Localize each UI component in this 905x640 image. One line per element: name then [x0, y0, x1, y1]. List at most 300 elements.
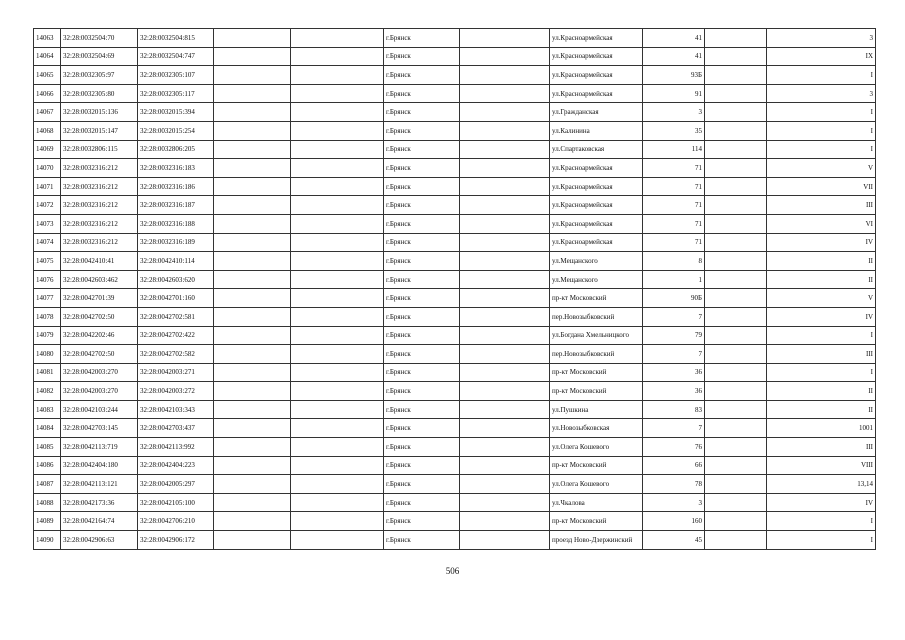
table-row [34, 307, 876, 326]
table-row [34, 456, 876, 475]
cell-cadastral-number-parcel: 32:28:0032504:70 [61, 29, 138, 48]
cell-empty [291, 345, 384, 364]
table-row [34, 326, 876, 345]
cell-empty [214, 307, 291, 326]
cell-empty [705, 103, 767, 122]
cell-cadastral-number-object: 32:28:0042703:437 [138, 419, 214, 438]
cell-record-number: 14063 [34, 29, 61, 48]
cell-cadastral-number-object: 32:28:0032305:117 [138, 84, 214, 103]
cell-empty [291, 233, 384, 252]
cell-street: ул.Мещанского [550, 252, 643, 271]
cell-house-number: 7 [643, 345, 705, 364]
table-row [34, 400, 876, 419]
cell-city: г.Брянск [384, 400, 460, 419]
cell-house-number: 45 [643, 531, 705, 550]
cell-cadastral-number-parcel: 32:28:0042404:180 [61, 456, 138, 475]
cell-record-number: 14078 [34, 307, 61, 326]
cell-empty [291, 512, 384, 531]
cell-street: пр-кт Московский [550, 512, 643, 531]
cell-empty [214, 196, 291, 215]
cell-empty [705, 159, 767, 178]
cell-premises-number: 1001 [767, 419, 876, 438]
cell-house-number: 8 [643, 252, 705, 271]
cell-empty [214, 438, 291, 457]
cell-cadastral-number-parcel: 32:28:0032316:212 [61, 214, 138, 233]
cell-cadastral-number-object: 32:28:0032015:254 [138, 121, 214, 140]
table-row [34, 159, 876, 178]
cell-record-number: 14067 [34, 103, 61, 122]
table-row [34, 438, 876, 457]
cell-cadastral-number-parcel: 32:28:0032015:136 [61, 103, 138, 122]
cell-cadastral-number-parcel: 32:28:0032806:115 [61, 140, 138, 159]
table-row [34, 214, 876, 233]
cell-house-number: 76 [643, 438, 705, 457]
cell-cadastral-number-object: 32:28:0042410:114 [138, 252, 214, 271]
cell-street: ул.Гражданская [550, 103, 643, 122]
cell-empty [460, 512, 550, 531]
cell-record-number: 14073 [34, 214, 61, 233]
cell-cadastral-number-parcel: 32:28:0042113:719 [61, 438, 138, 457]
cell-street: ул.Красноармейская [550, 47, 643, 66]
cell-empty [460, 270, 550, 289]
cell-empty [705, 84, 767, 103]
page-number: 506 [445, 566, 460, 576]
cell-house-number: 71 [643, 233, 705, 252]
cell-record-number: 14065 [34, 66, 61, 85]
cell-premises-number: I [767, 363, 876, 382]
cell-cadastral-number-object: 32:28:0032504:747 [138, 47, 214, 66]
cell-house-number: 93Б [643, 66, 705, 85]
cell-street: ул.Красноармейская [550, 84, 643, 103]
cell-empty [214, 233, 291, 252]
table-row [34, 103, 876, 122]
cell-premises-number: I [767, 121, 876, 140]
cell-record-number: 14070 [34, 159, 61, 178]
cell-cadastral-number-object: 32:28:0042603:620 [138, 270, 214, 289]
cell-empty [460, 382, 550, 401]
cell-empty [460, 159, 550, 178]
cell-city: г.Брянск [384, 159, 460, 178]
table-row [34, 47, 876, 66]
cell-street: ул.Мещанского [550, 270, 643, 289]
cell-cadastral-number-parcel: 32:28:0042702:50 [61, 345, 138, 364]
table-row [34, 345, 876, 364]
cell-empty [460, 438, 550, 457]
cell-street: ул.Пушкина [550, 400, 643, 419]
table-row [34, 475, 876, 494]
cell-premises-number: III [767, 345, 876, 364]
cell-record-number: 14084 [34, 419, 61, 438]
cell-street: ул.Чкалова [550, 493, 643, 512]
cell-empty [705, 456, 767, 475]
cell-cadastral-number-parcel: 32:28:0042202:46 [61, 326, 138, 345]
cell-street: пр-кт Московский [550, 289, 643, 308]
cell-cadastral-number-object: 32:28:0032504:815 [138, 29, 214, 48]
cell-city: г.Брянск [384, 66, 460, 85]
table-row [34, 177, 876, 196]
cell-empty [291, 363, 384, 382]
cell-record-number: 14082 [34, 382, 61, 401]
cell-city: г.Брянск [384, 456, 460, 475]
cell-empty [460, 84, 550, 103]
cell-house-number: 36 [643, 363, 705, 382]
cell-cadastral-number-parcel: 32:28:0042003:270 [61, 363, 138, 382]
cell-street: ул.Красноармейская [550, 159, 643, 178]
cell-cadastral-number-object: 32:28:0032316:189 [138, 233, 214, 252]
cell-empty [291, 196, 384, 215]
cell-house-number: 78 [643, 475, 705, 494]
cell-empty [214, 382, 291, 401]
cell-cadastral-number-object: 32:28:0042003:272 [138, 382, 214, 401]
cell-record-number: 14064 [34, 47, 61, 66]
cell-empty [705, 345, 767, 364]
cell-house-number: 3 [643, 103, 705, 122]
cell-empty [460, 475, 550, 494]
cell-record-number: 14069 [34, 140, 61, 159]
cell-premises-number: II [767, 400, 876, 419]
cell-cadastral-number-parcel: 32:28:0042103:244 [61, 400, 138, 419]
cell-city: г.Брянск [384, 382, 460, 401]
cell-record-number: 14089 [34, 512, 61, 531]
cell-empty [291, 307, 384, 326]
cell-empty [291, 419, 384, 438]
cell-house-number: 160 [643, 512, 705, 531]
cell-cadastral-number-parcel: 32:28:0032305:97 [61, 66, 138, 85]
cell-empty [291, 47, 384, 66]
cell-empty [460, 326, 550, 345]
cell-empty [460, 419, 550, 438]
cell-cadastral-number-parcel: 32:28:0032316:212 [61, 233, 138, 252]
cell-empty [214, 363, 291, 382]
cell-empty [291, 140, 384, 159]
cell-cadastral-number-parcel: 32:28:0032316:212 [61, 177, 138, 196]
cell-record-number: 14071 [34, 177, 61, 196]
cell-city: г.Брянск [384, 270, 460, 289]
cell-empty [214, 159, 291, 178]
cell-empty [705, 66, 767, 85]
cell-house-number: 7 [643, 307, 705, 326]
table-row [34, 363, 876, 382]
cell-empty [291, 29, 384, 48]
cell-cadastral-number-parcel: 32:28:0042906:63 [61, 531, 138, 550]
cadastral-register-table [33, 28, 876, 550]
cell-cadastral-number-object: 32:28:0042906:172 [138, 531, 214, 550]
cell-house-number: 114 [643, 140, 705, 159]
cell-record-number: 14086 [34, 456, 61, 475]
table-row [34, 512, 876, 531]
cell-empty [214, 475, 291, 494]
cell-empty [214, 29, 291, 48]
table-row [34, 140, 876, 159]
cell-empty [291, 456, 384, 475]
cell-cadastral-number-object: 32:28:0032015:394 [138, 103, 214, 122]
cell-premises-number: III [767, 438, 876, 457]
cell-empty [214, 121, 291, 140]
cell-empty [460, 233, 550, 252]
cell-empty [214, 47, 291, 66]
cell-premises-number: VIII [767, 456, 876, 475]
cell-house-number: 66 [643, 456, 705, 475]
cell-empty [214, 531, 291, 550]
cell-street: проезд Ново-Дзержинский [550, 531, 643, 550]
cell-house-number: 90Б [643, 289, 705, 308]
cell-empty [705, 177, 767, 196]
cell-street: ул.Красноармейская [550, 233, 643, 252]
cell-premises-number: I [767, 140, 876, 159]
cell-house-number: 71 [643, 196, 705, 215]
table-row [34, 270, 876, 289]
cell-premises-number: 3 [767, 84, 876, 103]
cell-street: пр-кт Московский [550, 456, 643, 475]
cell-empty [705, 252, 767, 271]
cell-record-number: 14077 [34, 289, 61, 308]
cell-empty [291, 159, 384, 178]
cell-cadastral-number-object: 32:28:0042105:100 [138, 493, 214, 512]
cell-empty [705, 382, 767, 401]
cell-city: г.Брянск [384, 363, 460, 382]
cell-house-number: 35 [643, 121, 705, 140]
cell-cadastral-number-parcel: 32:28:0042701:39 [61, 289, 138, 308]
cell-street: ул.Олега Кошевого [550, 475, 643, 494]
cell-empty [705, 233, 767, 252]
cell-record-number: 14080 [34, 345, 61, 364]
cell-empty [291, 252, 384, 271]
cell-empty [705, 47, 767, 66]
cell-cadastral-number-parcel: 32:28:0042113:121 [61, 475, 138, 494]
cell-city: г.Брянск [384, 252, 460, 271]
cell-empty [460, 103, 550, 122]
cell-house-number: 71 [643, 159, 705, 178]
cell-city: г.Брянск [384, 121, 460, 140]
cell-premises-number: III [767, 196, 876, 215]
cell-city: г.Брянск [384, 29, 460, 48]
cell-empty [705, 400, 767, 419]
cell-empty [705, 512, 767, 531]
cell-empty [291, 289, 384, 308]
table-row [34, 233, 876, 252]
cell-city: г.Брянск [384, 140, 460, 159]
cell-empty [460, 47, 550, 66]
cell-premises-number: II [767, 252, 876, 271]
cell-empty [460, 456, 550, 475]
cell-empty [214, 84, 291, 103]
cell-empty [291, 475, 384, 494]
cell-empty [214, 419, 291, 438]
cell-record-number: 14076 [34, 270, 61, 289]
cell-street: ул.Красноармейская [550, 214, 643, 233]
cell-street: ул.Красноармейская [550, 29, 643, 48]
cell-empty [214, 140, 291, 159]
cell-cadastral-number-object: 32:28:0032316:188 [138, 214, 214, 233]
table-row [34, 419, 876, 438]
cell-city: г.Брянск [384, 307, 460, 326]
cell-city: г.Брянск [384, 47, 460, 66]
cell-city: г.Брянск [384, 103, 460, 122]
cell-empty [291, 382, 384, 401]
cell-cadastral-number-parcel: 32:28:0042603:462 [61, 270, 138, 289]
cell-empty [705, 121, 767, 140]
cell-empty [214, 512, 291, 531]
cell-city: г.Брянск [384, 326, 460, 345]
cell-cadastral-number-parcel: 32:28:0042003:270 [61, 382, 138, 401]
cell-empty [214, 456, 291, 475]
cell-cadastral-number-object: 32:28:0042113:992 [138, 438, 214, 457]
cell-record-number: 14075 [34, 252, 61, 271]
cell-street: ул.Красноармейская [550, 66, 643, 85]
cell-street: пр-кт Московский [550, 363, 643, 382]
cell-cadastral-number-parcel: 32:28:0042173:36 [61, 493, 138, 512]
cell-premises-number: I [767, 512, 876, 531]
cell-empty [291, 66, 384, 85]
cell-empty [214, 326, 291, 345]
cell-premises-number: IV [767, 307, 876, 326]
cell-city: г.Брянск [384, 345, 460, 364]
cell-empty [705, 326, 767, 345]
cell-cadastral-number-parcel: 32:28:0032015:147 [61, 121, 138, 140]
table-row [34, 493, 876, 512]
cell-premises-number: II [767, 382, 876, 401]
cell-house-number: 79 [643, 326, 705, 345]
cell-city: г.Брянск [384, 531, 460, 550]
cell-house-number: 71 [643, 177, 705, 196]
cell-empty [705, 214, 767, 233]
cell-empty [460, 363, 550, 382]
cell-empty [460, 493, 550, 512]
cell-empty [460, 307, 550, 326]
cell-empty [214, 252, 291, 271]
cell-empty [214, 270, 291, 289]
cell-cadastral-number-parcel: 32:28:0042164:74 [61, 512, 138, 531]
cell-premises-number: II [767, 270, 876, 289]
table-row [34, 196, 876, 215]
cell-empty [214, 214, 291, 233]
cell-cadastral-number-parcel: 32:28:0042410:41 [61, 252, 138, 271]
cell-house-number: 7 [643, 419, 705, 438]
cell-empty [291, 326, 384, 345]
cell-city: г.Брянск [384, 233, 460, 252]
cell-empty [291, 270, 384, 289]
cell-cadastral-number-parcel: 32:28:0032504:69 [61, 47, 138, 66]
cell-street: ул.Богдана Хмельницкого [550, 326, 643, 345]
cell-city: г.Брянск [384, 493, 460, 512]
cell-empty [705, 419, 767, 438]
cell-empty [460, 345, 550, 364]
cell-cadastral-number-object: 32:28:0042702:581 [138, 307, 214, 326]
cell-empty [291, 531, 384, 550]
cell-street: ул.Спартаковская [550, 140, 643, 159]
cell-empty [705, 493, 767, 512]
cell-cadastral-number-object: 32:28:0032316:186 [138, 177, 214, 196]
cell-empty [705, 29, 767, 48]
cell-record-number: 14088 [34, 493, 61, 512]
cell-empty [214, 289, 291, 308]
cell-city: г.Брянск [384, 84, 460, 103]
cell-cadastral-number-object: 32:28:0032806:205 [138, 140, 214, 159]
cell-premises-number: IV [767, 233, 876, 252]
cell-house-number: 91 [643, 84, 705, 103]
cell-premises-number: VII [767, 177, 876, 196]
cell-cadastral-number-object: 32:28:0032305:107 [138, 66, 214, 85]
cell-street: ул.Красноармейская [550, 196, 643, 215]
cell-street: ул.Новозыбковская [550, 419, 643, 438]
cell-empty [705, 140, 767, 159]
cell-cadastral-number-parcel: 32:28:0032305:80 [61, 84, 138, 103]
cell-empty [291, 121, 384, 140]
cell-empty [705, 438, 767, 457]
cell-cadastral-number-object: 32:28:0042404:223 [138, 456, 214, 475]
cell-empty [460, 29, 550, 48]
cell-record-number: 14087 [34, 475, 61, 494]
cell-empty [460, 214, 550, 233]
cell-empty [214, 66, 291, 85]
cell-street: ул.Калинина [550, 121, 643, 140]
table-row [34, 121, 876, 140]
cell-city: г.Брянск [384, 289, 460, 308]
cell-empty [214, 177, 291, 196]
cell-record-number: 14090 [34, 531, 61, 550]
cell-house-number: 83 [643, 400, 705, 419]
cell-city: г.Брянск [384, 177, 460, 196]
cell-house-number: 36 [643, 382, 705, 401]
cell-empty [291, 84, 384, 103]
cell-empty [291, 177, 384, 196]
cell-empty [705, 270, 767, 289]
cell-record-number: 14083 [34, 400, 61, 419]
cell-premises-number: 13,14 [767, 475, 876, 494]
cell-empty [460, 177, 550, 196]
cell-premises-number: VI [767, 214, 876, 233]
cell-house-number: 41 [643, 47, 705, 66]
cell-city: г.Брянск [384, 475, 460, 494]
cell-premises-number: 3 [767, 29, 876, 48]
cell-street: пер.Новозыбковский [550, 345, 643, 364]
cell-cadastral-number-parcel: 32:28:0042703:145 [61, 419, 138, 438]
cell-empty [291, 438, 384, 457]
table-row [34, 289, 876, 308]
cell-record-number: 14085 [34, 438, 61, 457]
cell-cadastral-number-object: 32:28:0042005:297 [138, 475, 214, 494]
cell-city: г.Брянск [384, 196, 460, 215]
cell-empty [291, 103, 384, 122]
cell-empty [214, 103, 291, 122]
table-body [34, 29, 876, 550]
cell-empty [705, 196, 767, 215]
cell-empty [214, 493, 291, 512]
cell-cadastral-number-object: 32:28:0032316:183 [138, 159, 214, 178]
cell-empty [705, 531, 767, 550]
cell-empty [291, 493, 384, 512]
cell-city: г.Брянск [384, 512, 460, 531]
table-row [34, 382, 876, 401]
cell-cadastral-number-object: 32:28:0042702:422 [138, 326, 214, 345]
cell-empty [460, 121, 550, 140]
table-row [34, 531, 876, 550]
cell-empty [460, 140, 550, 159]
cell-premises-number: V [767, 289, 876, 308]
cell-city: г.Брянск [384, 214, 460, 233]
cell-empty [705, 307, 767, 326]
cell-empty [460, 400, 550, 419]
cell-premises-number: I [767, 103, 876, 122]
cell-premises-number: I [767, 66, 876, 85]
cell-premises-number: I [767, 531, 876, 550]
cell-empty [460, 252, 550, 271]
cell-empty [460, 66, 550, 85]
table-row [34, 84, 876, 103]
cell-cadastral-number-parcel: 32:28:0032316:212 [61, 196, 138, 215]
cell-empty [705, 289, 767, 308]
cell-empty [291, 214, 384, 233]
